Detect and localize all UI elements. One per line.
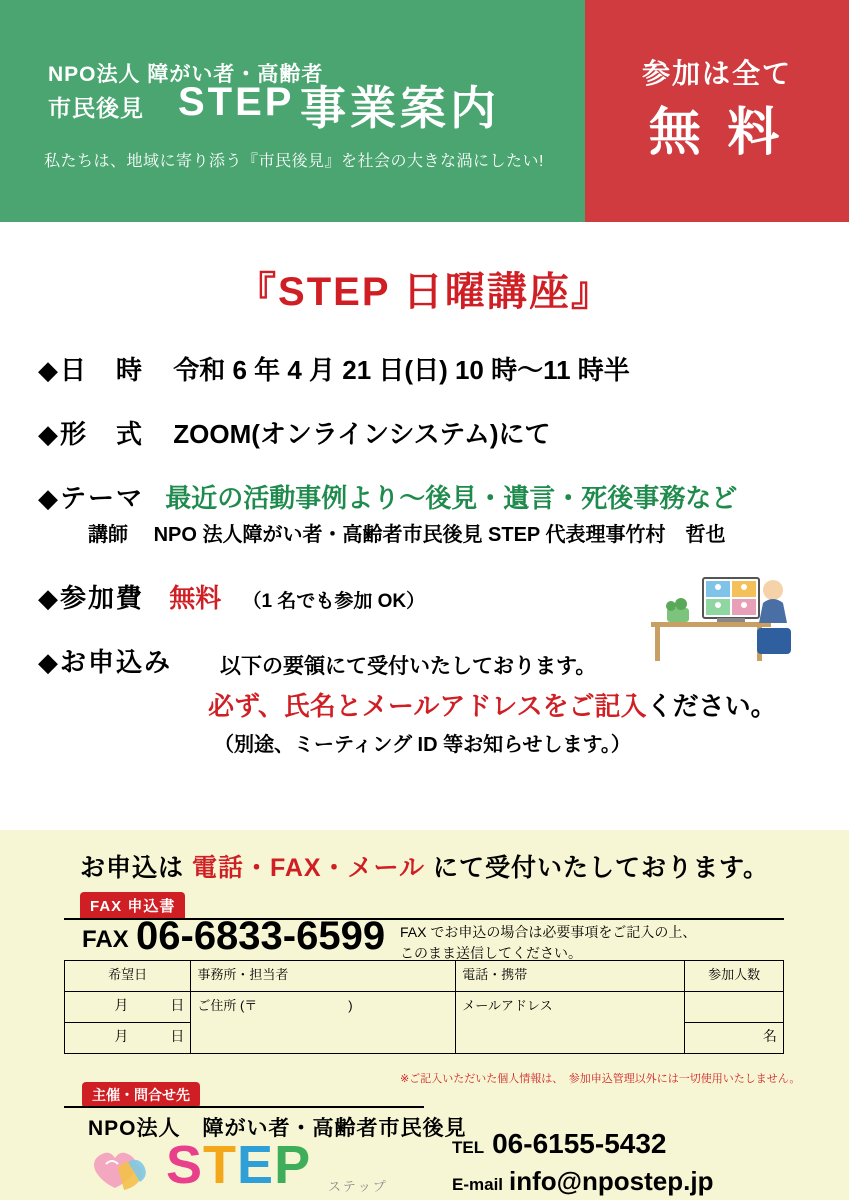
tel-label: TEL [452,1138,485,1157]
cell-date-row2[interactable]: 月 日 [65,1023,191,1054]
format-value: ZOOM(オンラインシステム)にて [173,419,551,449]
header-subtitle: 私たちは、地域に寄り添う『市民後見』を社会の大きな渦にしたい! [44,153,544,170]
hands-icon [88,1142,166,1192]
cell-date-header: 希望日 [65,961,191,992]
apply-note-1: 以下の要領にて受付いたしております。 [220,655,597,678]
apply-note-2-red: 必ず、氏名とメールアドレスをご記入 [208,691,647,721]
course-title: 『STEP 日曜講座』 [236,270,613,314]
fax-label: FAX [82,926,129,953]
privacy-note: ※ご記入いただいた個人情報は、 参加申込管理以外には一切使用いたしません。 [400,1073,801,1085]
cell-date-row1[interactable]: 月 日 [65,992,191,1023]
datetime-value: 令和 6 年 4 月 21 日(日) 10 時〜11 時半 [173,355,630,385]
cell-tel-header: 電話・携帯 [456,961,685,992]
fax-description-line1: FAX でお申込の場合は必要事項をご記入の上、 [400,924,697,940]
email-address: info@npostep.jp [509,1166,714,1196]
logo-letter-e: E [237,1135,275,1195]
tel-number: 06-6155-5432 [492,1128,667,1159]
logo-letter-t: T [203,1135,238,1195]
row-apply [38,642,172,679]
table-row [65,961,784,992]
org-step-logo: STEP [178,80,295,124]
teacher-label: 講師 [88,524,128,546]
org-line1: NPO法人 障がい者・高齢者 [48,63,324,86]
fee-label: ◆参加費 [38,583,144,613]
free-badge-line2: 無 料 [648,104,786,162]
free-badge-line1: 参加は全て [641,58,792,89]
row-datetime [38,350,630,387]
cell-count-header: 参加人数 [685,961,784,992]
logo-letter-p: P [274,1135,312,1195]
host-name: NPO法人 障がい者・高齢者市民後見 [88,1117,467,1140]
main-content [0,222,849,830]
apply-label: ◆お申込み [38,647,172,677]
application-heading-methods: 電話・FAX・メール [191,854,426,882]
fax-description-line2: このまま送信してください。 [400,945,582,961]
row-format [38,414,551,451]
org-line2: 市民後見 [48,95,144,121]
page-header [0,0,849,222]
cell-address[interactable]: ご住所 (〒 ) [191,992,456,1054]
application-heading-suffix: にて受付いたしております。 [433,854,770,882]
row-theme [38,478,737,515]
teacher-value: NPO 法人障がい者・高齢者市民後見 STEP 代表理事竹村 哲也 [153,524,726,546]
contact-email [452,1166,713,1197]
online-meeting-illustration [645,560,805,670]
format-label: ◆形 式 [38,419,144,449]
apply-note-2 [208,686,777,723]
fax-description [400,922,730,964]
host-badge: 主催・問合せ先 [82,1082,200,1108]
row-teacher [88,518,725,547]
apply-note-3: （別途、ミーティング ID 等お知らせします。） [214,734,631,756]
logo-letter-s: S [166,1135,204,1195]
cell-count-unit: 名 [685,1023,784,1054]
step-logo [88,1135,398,1196]
page-title: 事業案内 [300,82,500,134]
header-green-panel [0,0,585,222]
application-heading-prefix: お申込は [79,854,184,882]
application-heading [0,848,849,884]
cell-office-header: 事務所・担当者 [191,961,456,992]
theme-value: 最近の活動事例より〜後見・遺言・死後事務など [165,483,738,513]
fax-form-badge: FAX 申込書 [80,892,185,919]
contact-tel [452,1128,666,1160]
email-label: E-mail [452,1175,504,1194]
fee-note: （1 名でも参加 OK） [242,591,426,612]
application-panel [0,830,849,1200]
cell-mail[interactable]: メールアドレス [456,992,685,1054]
table-row [65,992,784,1023]
fax-number: 06-6833-6599 [136,914,386,958]
fee-value: 無料 [169,583,222,613]
datetime-label: ◆日 時 [38,355,144,385]
theme-label: ◆テーマ [38,483,144,513]
step-logo-subtext: ステップ [328,1179,388,1194]
row-fee [38,578,425,615]
apply-note-2-black: ください。 [646,691,777,721]
host-divider [64,1106,424,1108]
fax-application-table [64,960,784,1054]
step-logo-text [166,1135,312,1195]
cell-count-blank[interactable] [685,992,784,1023]
header-red-panel [585,0,849,222]
